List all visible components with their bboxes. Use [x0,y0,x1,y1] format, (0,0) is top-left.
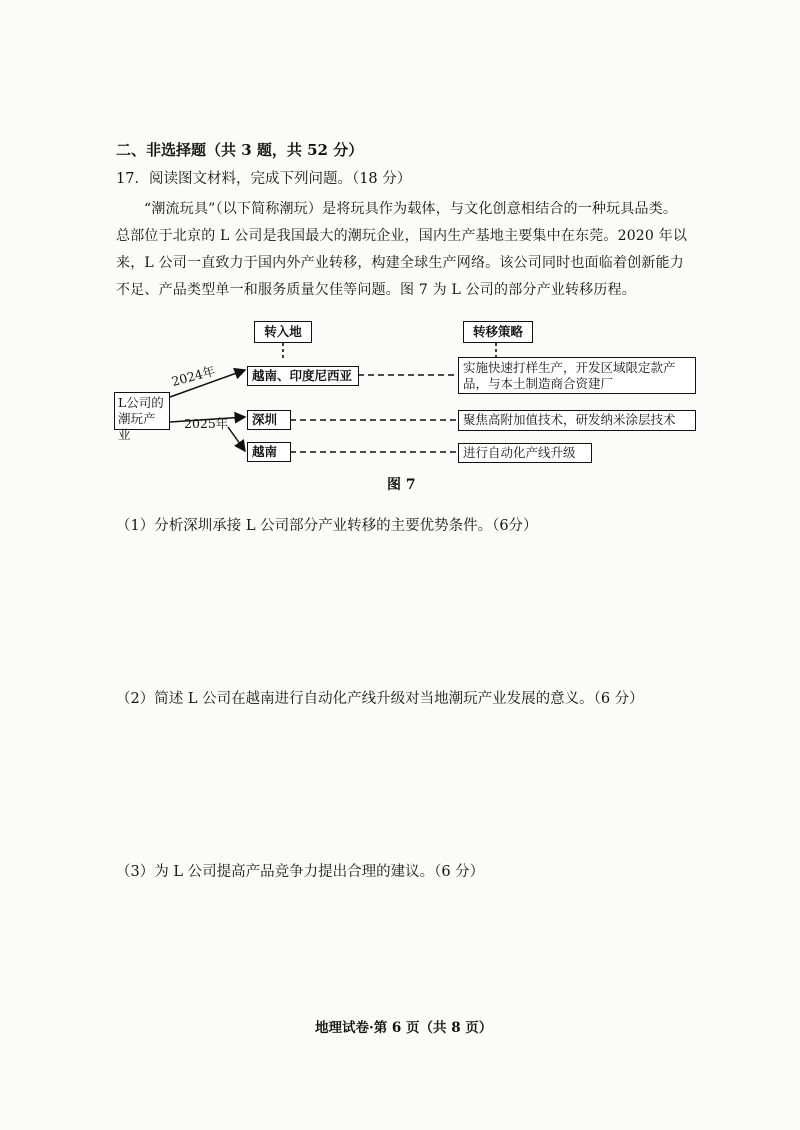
year-2025-label: 2025年 [184,416,229,431]
destination-shenzhen: 深圳 [247,410,291,430]
material-line-4: 不足、产品类型单一和服务质量欠佳等问题。图 7 为 L 公司的部分产业转移历程。 [116,282,637,298]
material-line-3: 来，L 公司一直致力于国内外产业转移，构建全球生产网络。该公司同时也面临着创新能力 [116,255,684,271]
strategy-box-2: 聚焦高附加值技术，研发纳米涂层技术 [458,410,696,431]
destination-vietnam: 越南 [247,442,291,462]
strategy-box-3: 进行自动化产线升级 [458,443,592,463]
figure-caption: 图 7 [387,477,416,493]
material-line-1: “潮流玩具”（以下简称潮玩）是将玩具作为载体，与文化创意相结合的一种玩具品类。 [144,201,678,217]
subquestion-1: （1）分析深圳承接 L 公司部分产业转移的主要优势条件。（6分） [116,518,538,534]
material-line-2: 总部位于北京的 L 公司是我国最大的潮玩企业，国内生产基地主要集中在东莞。2020 年以 [116,228,688,244]
origin-l-company-box: L公司的潮玩产业 [114,392,170,430]
subquestion-3: （3）为 L 公司提高产品竞争力提出合理的建议。（6 分） [116,864,485,880]
figure-header-strategy: 转移策略 [463,321,533,343]
question-17-title: 17．阅读图文材料，完成下列问题。（18 分） [116,171,412,187]
figure-header-destination: 转入地 [254,321,312,343]
year-2024-label: 2024年 [169,363,217,390]
page-footer: 地理试卷·第 6 页（共 8 页） [315,1020,493,1036]
strategy-box-1: 实施快速打样生产，开发区域限定款产品，与本土制造商合资建厂 [458,357,696,394]
subquestion-2: （2）简述 L 公司在越南进行自动化产线升级对当地潮玩产业发展的意义。（6 分） [116,691,644,707]
section-heading: 二、非选择题（共 3 题，共 52 分） [116,141,364,159]
destination-vietnam-indonesia: 越南、印度尼西亚 [247,366,359,386]
